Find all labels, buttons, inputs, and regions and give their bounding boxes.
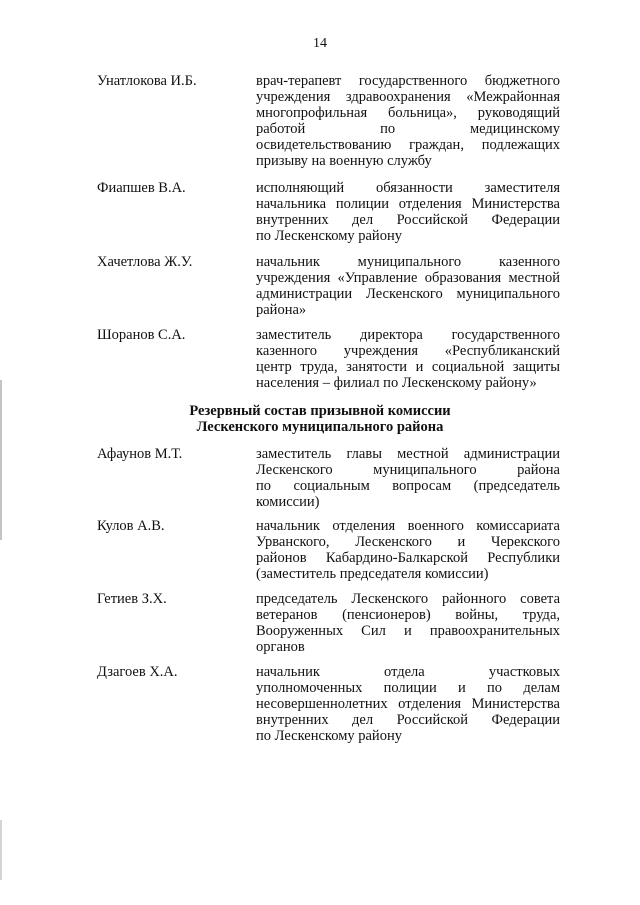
position-line: уполномоченных полиции и по делам <box>256 680 560 696</box>
member-name: Фиапшев В.А. <box>97 180 186 196</box>
position-line: комиссии) <box>256 494 320 510</box>
position-line: заместитель директора государственного <box>256 327 560 343</box>
position-line: председатель Лескенского районного совета <box>256 591 560 607</box>
member-position <box>256 664 560 744</box>
position-line: по Лескенскому району <box>256 228 402 244</box>
member-position <box>256 73 560 169</box>
member-name: Гетиев З.Х. <box>97 591 167 607</box>
member-position <box>256 446 560 510</box>
reserve-heading-line: Резервный состав призывной комиссии <box>189 403 451 419</box>
position-line: по социальным вопросам (председатель <box>256 478 560 494</box>
position-line: учреждения здравоохранения «Межрайонная <box>256 89 560 105</box>
member-name: Афаунов М.Т. <box>97 446 183 462</box>
position-line: работой по медицинскому <box>256 121 560 137</box>
position-line: населения – филиал по Лескенскому району» <box>256 375 537 391</box>
position-line: несовершеннолетних отделения Министерства <box>256 696 560 712</box>
reserve-heading-line: Лескенского муниципального района <box>196 419 444 435</box>
position-line: администрации Лескенского муниципального <box>256 286 560 302</box>
position-line: Урванского, Лескенского и Черекского <box>256 534 560 550</box>
member-name: Дзагоев Х.А. <box>97 664 178 680</box>
member-name: Шоранов С.А. <box>97 327 186 343</box>
position-line: органов <box>256 639 305 655</box>
member-name: Унатлокова И.Б. <box>97 73 197 89</box>
position-line: заместитель главы местной администрации <box>256 446 560 462</box>
position-line: начальника полиции отделения Министерства <box>256 196 560 212</box>
page-number: 14 <box>313 36 327 51</box>
member-position <box>256 180 560 244</box>
member-position <box>256 327 560 391</box>
position-line: врач-терапевт государственного бюджетного <box>256 73 560 89</box>
scan-edge-mark <box>0 820 2 880</box>
position-line: многопрофильная больница», руководящий <box>256 105 560 121</box>
position-line: внутренних дел Российской Федерации <box>256 712 560 728</box>
position-line: учреждения «Управление образования местной <box>256 270 560 286</box>
position-line: начальник муниципального казенного <box>256 254 560 270</box>
position-line: района» <box>256 302 307 318</box>
member-name: Кулов А.В. <box>97 518 165 534</box>
position-line: освидетельствованию граждан, подлежащих <box>256 137 560 153</box>
position-line: начальник отделения военного комиссариата <box>256 518 560 534</box>
position-line: казенного учреждения «Республиканский <box>256 343 560 359</box>
member-name: Хачетлова Ж.У. <box>97 254 193 270</box>
member-position <box>256 591 560 655</box>
position-line: Вооруженных Сил и правоохранительных <box>256 623 560 639</box>
member-position <box>256 254 560 318</box>
position-line: Лескенского муниципального района <box>256 462 560 478</box>
position-line: исполняющий обязанности заместителя <box>256 180 560 196</box>
position-line: (заместитель председателя комиссии) <box>256 566 489 582</box>
member-position <box>256 518 560 582</box>
position-line: призыву на военную службу <box>256 153 432 169</box>
position-line: центр труда, занятости и социальной защиты <box>256 359 560 375</box>
position-line: районов Кабардино-Балкарской Республики <box>256 550 560 566</box>
position-line: внутренних дел Российской Федерации <box>256 212 560 228</box>
scan-edge-mark <box>0 380 2 540</box>
position-line: ветеранов (пенсионеров) войны, труда, <box>256 607 560 623</box>
position-line: начальник отдела участковых <box>256 664 560 680</box>
reserve-heading <box>0 403 640 435</box>
position-line: по Лескенскому району <box>256 728 402 744</box>
